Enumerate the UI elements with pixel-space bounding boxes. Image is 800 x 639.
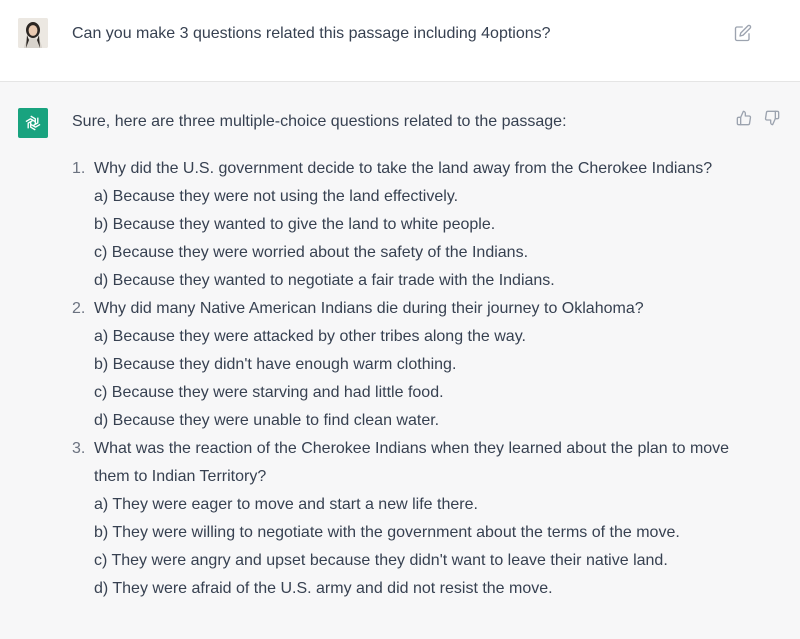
answer-option: a) Because they were not using the land effectively.: [94, 188, 459, 205]
question-number: 3.: [72, 440, 86, 457]
assistant-intro-text: Sure, here are three multiple-choice questions related to the passage:: [72, 113, 567, 130]
assistant-message-row: [0, 83, 800, 639]
answer-option: c) Because they were starving and had little food.: [94, 384, 444, 401]
answer-option: c) Because they were worried about the safety of the Indians.: [94, 244, 529, 261]
answer-option: d) They were afraid of the U.S. army and did not resist the move.: [94, 580, 553, 597]
answer-option: b) Because they didn't have enough warm clothing.: [94, 356, 457, 373]
answer-option: d) Because they wanted to negotiate a fair trade with the Indians.: [94, 272, 555, 289]
question-item: [72, 295, 732, 435]
edit-message-button[interactable]: [734, 24, 754, 44]
user-message-text: Can you make 3 questions related this passage including 4options?: [72, 25, 551, 42]
answer-option: c) They were angry and upset because they didn't want to leave their native land.: [94, 552, 668, 569]
answer-option: d) Because they were unable to find clean water.: [94, 412, 440, 429]
question-number: 2.: [72, 300, 86, 317]
thumbs-down-button[interactable]: [764, 110, 782, 128]
question-text: What was the reaction of the Cherokee Indians when they learned about the plan to move them to Indian Territory?: [94, 440, 730, 485]
question-number: 1.: [72, 160, 86, 177]
thumbs-up-button[interactable]: [736, 110, 754, 128]
question-list: [72, 155, 732, 603]
question-item: [72, 435, 732, 603]
user-avatar: [18, 18, 48, 48]
answer-option: b) Because they wanted to give the land to white people.: [94, 216, 496, 233]
edit-icon: [734, 24, 752, 42]
thumbs-down-icon: [764, 110, 780, 126]
openai-logo-icon: [22, 112, 44, 134]
answer-option: b) They were willing to negotiate with the government about the terms of the move.: [94, 524, 680, 541]
question-item: [72, 155, 732, 295]
thumbs-up-icon: [736, 110, 752, 126]
answer-option: a) They were eager to move and start a new life there.: [94, 496, 478, 513]
user-message-row: [0, 0, 800, 82]
user-photo-avatar-icon: [18, 18, 48, 48]
assistant-avatar: [18, 108, 48, 138]
question-text: Why did many Native American Indians die during their journey to Oklahoma?: [94, 300, 644, 317]
answer-option: a) Because they were attacked by other tribes along the way.: [94, 328, 526, 345]
question-text: Why did the U.S. government decide to take the land away from the Cherokee Indians?: [94, 160, 713, 177]
